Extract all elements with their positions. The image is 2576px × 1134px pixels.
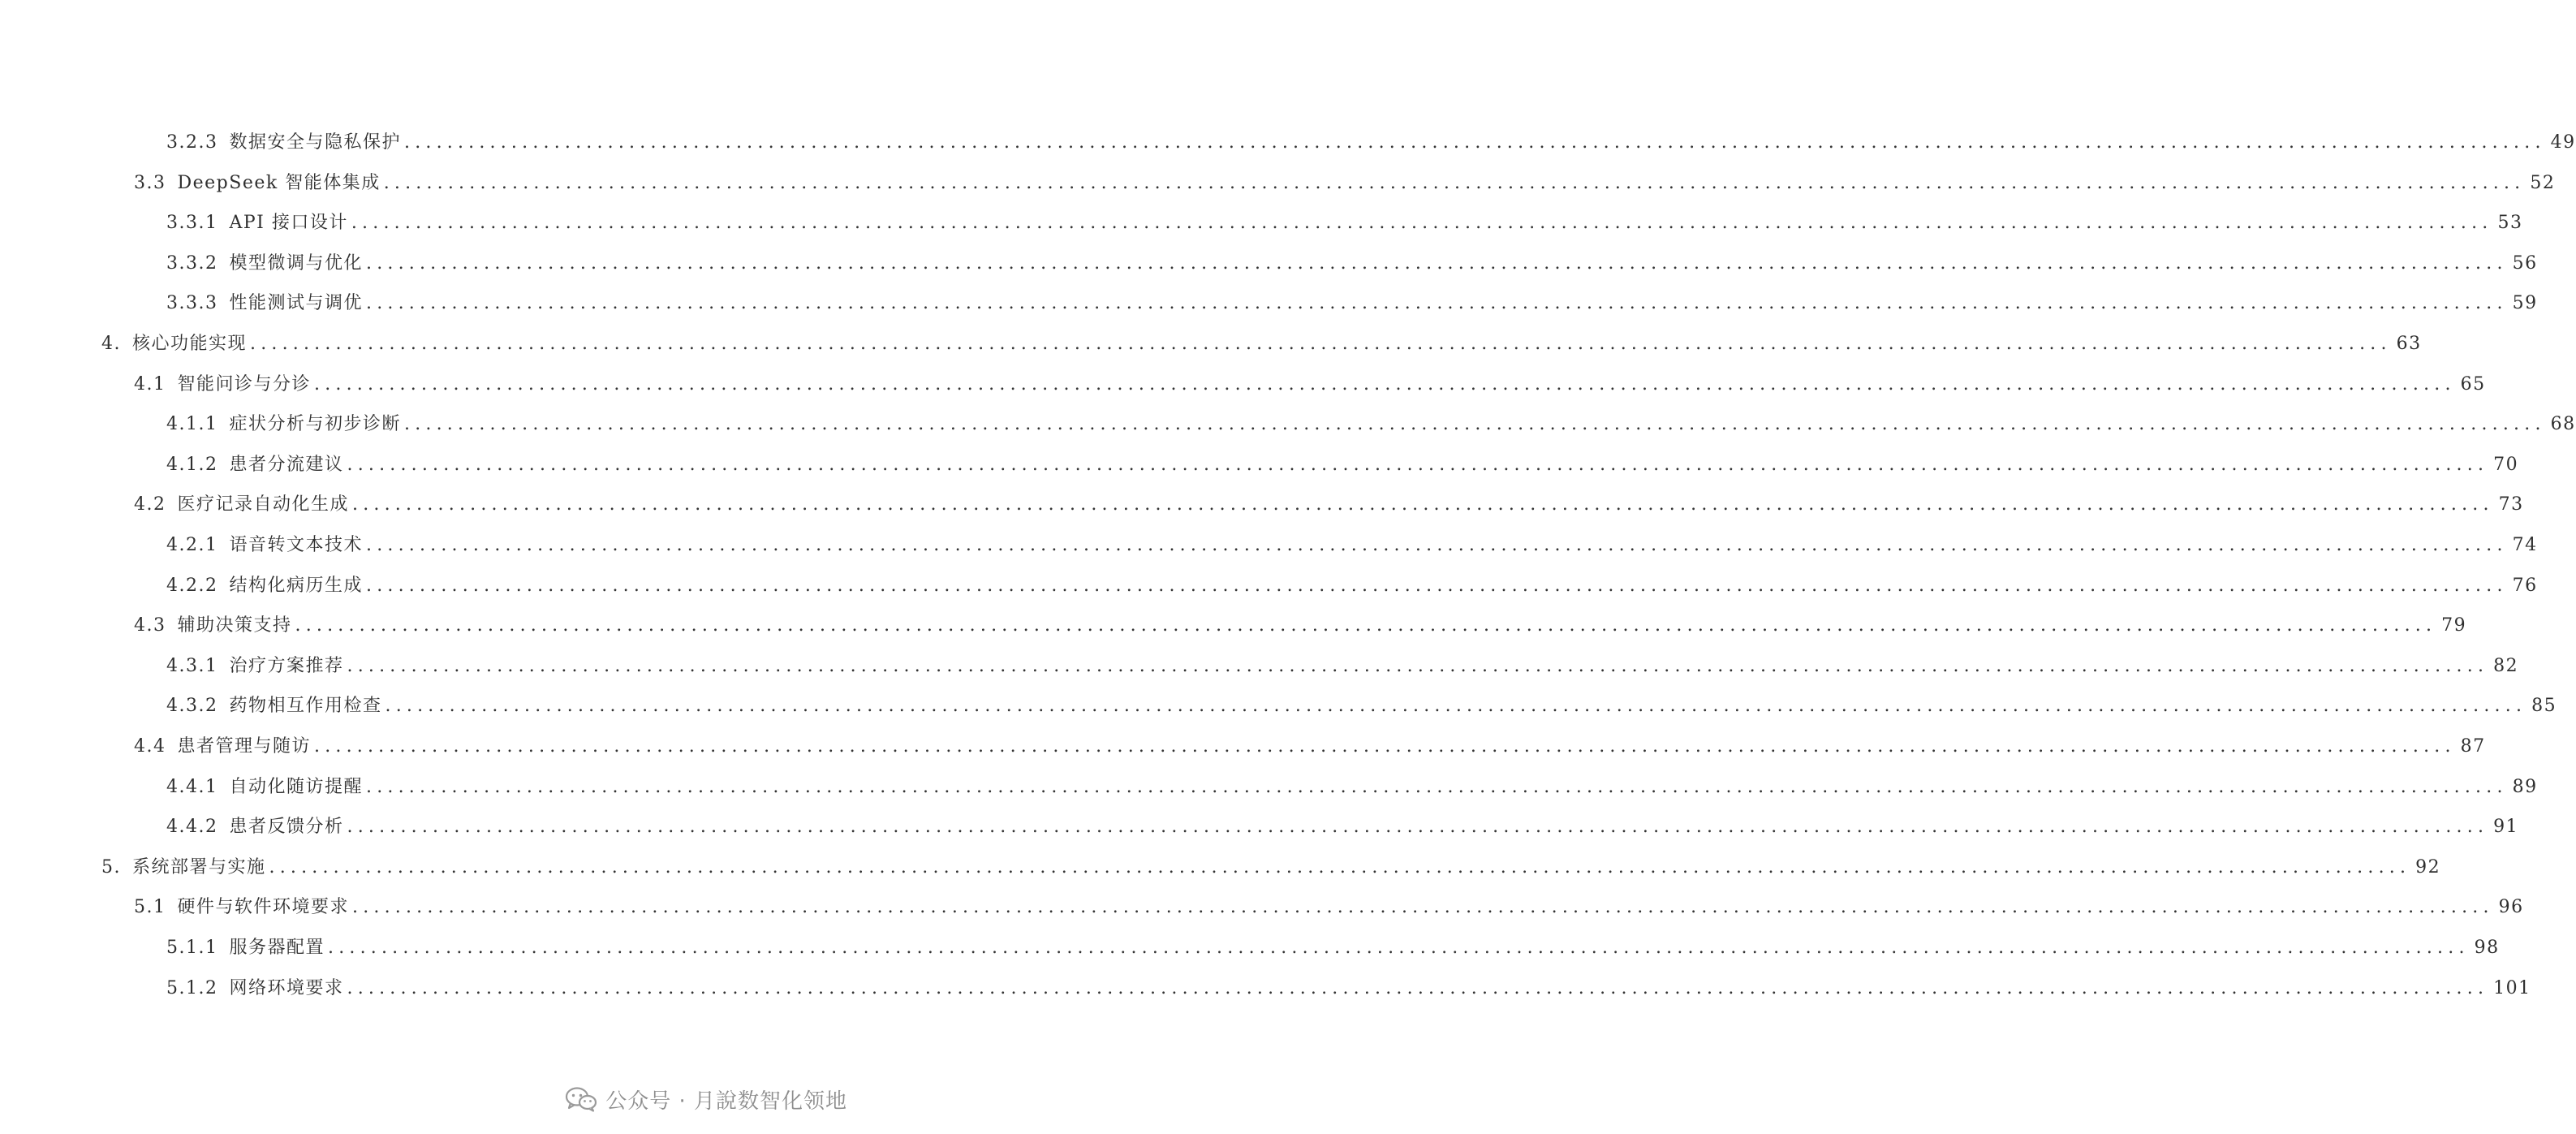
toc-entry-number: 5.1.2 bbox=[166, 977, 218, 998]
toc-entry bbox=[166, 408, 2576, 441]
toc-entry bbox=[134, 891, 2524, 924]
toc-entry-page: 92 bbox=[2415, 856, 2441, 877]
toc-entry bbox=[166, 570, 2538, 602]
toc-entry bbox=[134, 731, 2486, 763]
toc-entry-number: 4.3.1 bbox=[166, 655, 218, 676]
toc-entry-number: 4.2 bbox=[134, 494, 166, 515]
toc-entry-title: 患者管理与随访 bbox=[177, 736, 312, 757]
toc-entry-title: 智能问诊与分诊 bbox=[177, 373, 312, 395]
toc-entry-page: 79 bbox=[2441, 615, 2467, 636]
toc-entry-page: 82 bbox=[2493, 655, 2519, 676]
toc-entry-title: 数据安全与隐私保护 bbox=[229, 132, 401, 153]
toc-dot-leader: ........................................................................................................................................................................................................ bbox=[269, 856, 2411, 877]
toc-entry bbox=[134, 369, 2486, 401]
toc-dot-leader: ........................................................................................................................................................................................................ bbox=[383, 172, 2526, 193]
toc-entry bbox=[166, 449, 2519, 481]
toc-entry-number: 5.1 bbox=[134, 897, 166, 918]
toc-entry-number: 4.4.1 bbox=[166, 776, 218, 797]
toc-entry-page: 68 bbox=[2550, 414, 2576, 435]
toc-dot-leader: ........................................................................................................................................................................................................ bbox=[347, 817, 2489, 838]
toc-entry-page: 56 bbox=[2512, 252, 2538, 274]
toc-entry bbox=[166, 529, 2538, 562]
toc-entry-number: 4.2.2 bbox=[166, 575, 218, 596]
toc-entry bbox=[166, 690, 2557, 722]
toc-entry-number: 4.1 bbox=[134, 373, 166, 395]
toc-dot-leader: ........................................................................................................................................................................................................ bbox=[366, 776, 2508, 797]
toc-entry bbox=[166, 811, 2519, 843]
toc-dot-leader: ........................................................................................................................................................................................................ bbox=[328, 938, 2470, 958]
toc-dot-leader: ........................................................................................................................................................................................................ bbox=[352, 897, 2494, 918]
toc-entry-number: 4.3 bbox=[134, 615, 166, 636]
toc-entry-number: 4.2.1 bbox=[166, 535, 218, 555]
toc-entry bbox=[166, 650, 2519, 683]
toc-entry-page: 52 bbox=[2530, 172, 2556, 193]
toc-entry-number: 4.4.2 bbox=[166, 817, 218, 838]
toc-entry-number: 4.1.2 bbox=[166, 454, 218, 475]
toc-entry-page: 89 bbox=[2512, 776, 2538, 797]
toc-entry-title: 核心功能实现 bbox=[132, 334, 248, 354]
toc-entry bbox=[134, 167, 2556, 200]
toc-dot-leader: ........................................................................................................................................................................................................ bbox=[404, 132, 2546, 153]
toc-entry bbox=[166, 127, 2576, 159]
toc-dot-leader: ........................................................................................................................................................................................................ bbox=[366, 293, 2508, 314]
toc-entry-title: 医疗记录自动化生成 bbox=[177, 494, 350, 515]
toc-entry-number: 4.3.2 bbox=[166, 696, 218, 717]
toc-dot-leader: ........................................................................................................................................................................................................ bbox=[366, 252, 2508, 274]
toc-entry-title: 自动化随访提醒 bbox=[229, 776, 363, 797]
toc-entry-title: 语音转文本技术 bbox=[229, 535, 363, 555]
toc-entry-number: 3.3 bbox=[134, 172, 166, 193]
toc-dot-leader: ........................................................................................................................................................................................................ bbox=[366, 575, 2508, 596]
wechat-icon bbox=[565, 1086, 597, 1112]
toc-dot-leader: ........................................................................................................................................................................................................ bbox=[351, 213, 2493, 234]
toc-entry-title: 治疗方案推荐 bbox=[229, 655, 344, 676]
toc-entry-number: 5.1.1 bbox=[166, 938, 218, 958]
toc-entry-page: 98 bbox=[2474, 938, 2500, 958]
toc-dot-leader: ........................................................................................................................................................................................................ bbox=[404, 414, 2546, 435]
toc-entry-page: 73 bbox=[2498, 494, 2524, 515]
toc-entry-page: 63 bbox=[2396, 334, 2422, 354]
toc-entry-page: 96 bbox=[2498, 897, 2524, 918]
toc-entry-number: 5. bbox=[101, 856, 121, 877]
toc-entry-number: 4.4 bbox=[134, 736, 166, 757]
toc-entry-number: 3.3.3 bbox=[166, 293, 218, 314]
toc-entry-number: 4.1.1 bbox=[166, 414, 218, 435]
toc-entry-page: 74 bbox=[2512, 535, 2538, 555]
toc-entry-number: 3.3.1 bbox=[166, 213, 218, 234]
toc-dot-leader: ........................................................................................................................................................................................................ bbox=[314, 736, 2456, 757]
toc-entry-number: 4. bbox=[101, 334, 121, 354]
toc-dot-leader: ........................................................................................................................................................................................................ bbox=[385, 696, 2527, 717]
toc-entry-page: 65 bbox=[2460, 373, 2486, 395]
toc-entry bbox=[134, 610, 2467, 642]
toc-entry-page: 70 bbox=[2493, 454, 2519, 475]
toc-entry-title: 辅助决策支持 bbox=[177, 615, 292, 636]
toc-entry bbox=[166, 248, 2538, 280]
toc-dot-leader: ........................................................................................................................................................................................................ bbox=[366, 535, 2508, 555]
toc-entry bbox=[101, 328, 2422, 360]
toc-entry-title: 系统部署与实施 bbox=[132, 856, 266, 877]
toc-entry-title: 网络环境要求 bbox=[229, 977, 344, 998]
toc-entry bbox=[166, 207, 2523, 239]
toc-entry-page: 101 bbox=[2493, 977, 2531, 998]
toc-entry-title: DeepSeek 智能体集成 bbox=[177, 172, 381, 193]
toc-entry-page: 59 bbox=[2512, 293, 2538, 314]
toc-entry-title: 服务器配置 bbox=[229, 938, 325, 958]
toc-entry-page: 76 bbox=[2512, 575, 2538, 596]
toc-entry bbox=[101, 852, 2441, 884]
toc-dot-leader: ........................................................................................................................................................................................................ bbox=[347, 655, 2489, 676]
toc-entry-page: 85 bbox=[2531, 696, 2557, 717]
toc-dot-leader: ........................................................................................................................................................................................................ bbox=[347, 454, 2489, 475]
toc-entry-number: 3.2.3 bbox=[166, 132, 218, 153]
toc-entry bbox=[134, 489, 2524, 521]
toc-dot-leader: ........................................................................................................................................................................................................ bbox=[347, 977, 2489, 998]
toc-entry-page: 49 bbox=[2550, 132, 2576, 153]
toc-entry bbox=[166, 287, 2538, 320]
toc-entry-title: 模型微调与优化 bbox=[229, 252, 363, 274]
toc-entry-title: 患者反馈分析 bbox=[229, 817, 344, 838]
toc-entry-page: 53 bbox=[2497, 213, 2523, 234]
toc-entry-title: API 接口设计 bbox=[229, 213, 348, 234]
toc-entry-title: 结构化病历生成 bbox=[229, 575, 363, 596]
toc-entry-title: 硬件与软件环境要求 bbox=[177, 897, 350, 918]
toc-dot-leader: ........................................................................................................................................................................................................ bbox=[295, 615, 2437, 636]
toc-dot-leader: ........................................................................................................................................................................................................ bbox=[352, 494, 2494, 515]
toc-entry bbox=[166, 932, 2500, 964]
toc-entry-title: 药物相互作用检查 bbox=[229, 696, 382, 717]
toc-entry bbox=[166, 972, 2531, 1005]
watermark-text: 公众号 · 月說数智化领地 bbox=[605, 1089, 847, 1114]
toc-entry-title: 性能测试与调优 bbox=[229, 293, 363, 314]
toc-entry-title: 症状分析与初步诊断 bbox=[229, 414, 401, 435]
toc-entry bbox=[166, 771, 2538, 804]
toc-entry-number: 3.3.2 bbox=[166, 252, 218, 274]
watermark bbox=[565, 1081, 847, 1117]
toc-dot-leader: ........................................................................................................................................................................................................ bbox=[250, 334, 2392, 354]
toc-entry-page: 91 bbox=[2493, 817, 2519, 838]
toc-entry-title: 患者分流建议 bbox=[229, 454, 344, 475]
toc-entry-page: 87 bbox=[2460, 736, 2486, 757]
toc-dot-leader: ........................................................................................................................................................................................................ bbox=[314, 373, 2456, 395]
